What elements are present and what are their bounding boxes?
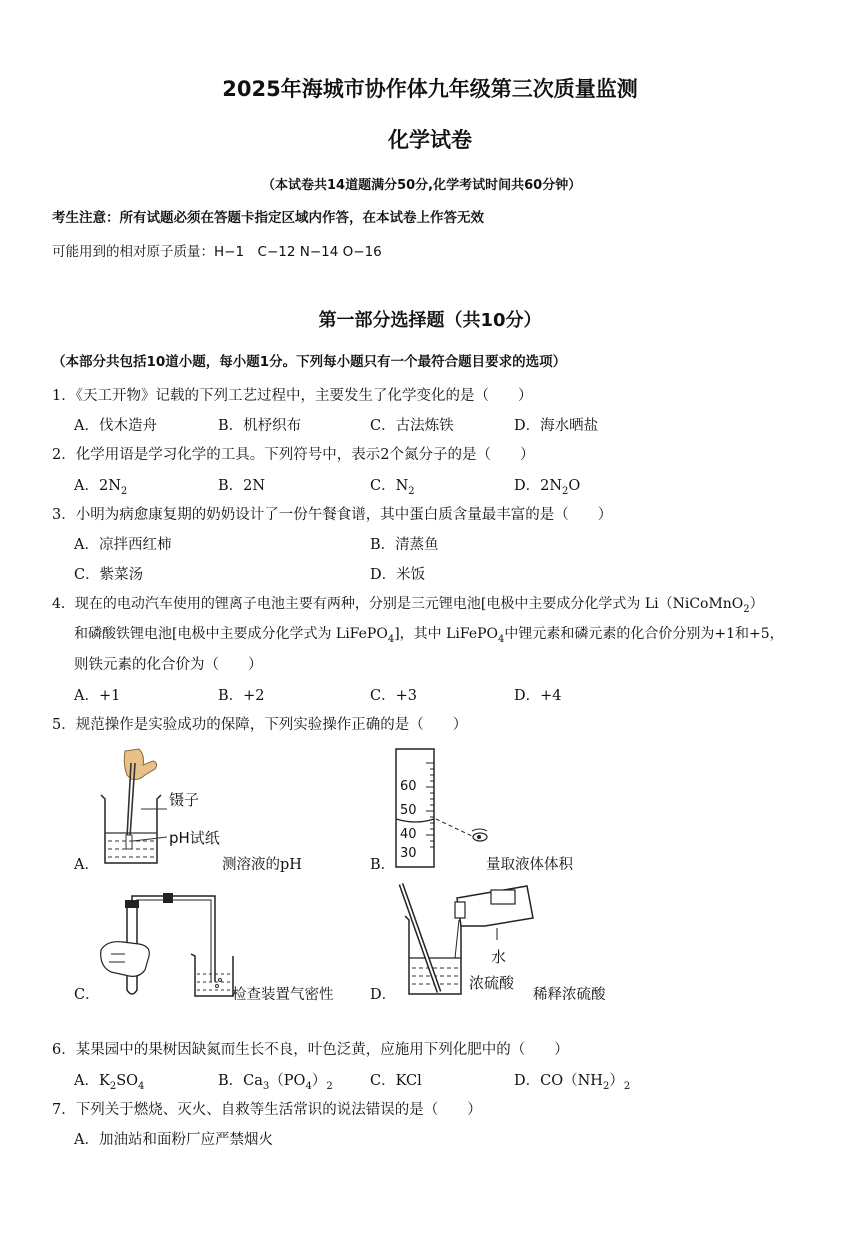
q5-option-b-label: B． (370, 857, 396, 873)
q5-b-tick-30: 30 (400, 846, 417, 861)
exam-info: （本试卷共14道题满分50分,化学考试时间共60分钟） (262, 178, 582, 193)
q1-option-b: B．机杼织布 (218, 418, 302, 434)
q6-option-c: C．KCl (370, 1073, 422, 1089)
q6-option-a: A．$K_2SO_4$ (74, 1073, 145, 1092)
q5-option-c-figure (95, 892, 235, 1004)
q5-b-tick-50: 50 (400, 803, 417, 818)
q3-option-a: A．凉拌西红柿 (74, 537, 172, 553)
q4-stem-line1: 4．现在的电动汽车使用的锂离子电池主要有两种，分别是三元锂电池[电极中主要成分化学式为 Li（NiCoMnO$_2$） (52, 596, 764, 615)
q5-option-d-label: D． (370, 987, 397, 1003)
q5-option-d-figure (395, 880, 545, 1002)
q5-option-b-caption: 量取液体体积 (486, 857, 573, 873)
part1-title: 第一部分选择题（共10分） (318, 310, 542, 331)
q1-option-d: D．海水晒盐 (514, 418, 599, 434)
exam-subtitle: 化学试卷 (388, 128, 472, 152)
exam-title: 2025年海城市协作体九年级第三次质量监测 (222, 77, 638, 101)
q4-option-b: B．+2 (218, 688, 265, 704)
q5-a-tweezers-label: 镊子 (169, 791, 200, 809)
q5-option-a-caption: 测溶液的pH (222, 857, 302, 873)
q4-stem-line3: 则铁元素的化合价为（ ） (74, 657, 263, 673)
q2-option-b: B．2N (218, 478, 266, 494)
q1-stem: 1．《天工开物》记载的下列工艺过程中，主要发生了化学变化的是（ ） (52, 388, 533, 404)
q5-option-a-label: A． (74, 857, 99, 873)
q4-option-c: C．+3 (370, 688, 417, 704)
q5-d-acid-label: 浓硫酸 (469, 974, 515, 992)
q5-option-b-figure (392, 745, 502, 870)
q3-option-b: B．清蒸鱼 (370, 537, 439, 553)
q5-b-tick-60: 60 (400, 779, 417, 794)
q5-option-a-figure (95, 745, 245, 870)
q6-stem: 6．某果园中的果树因缺氮而生长不良，叶色泛黄，应施用下列化肥中的（ ） (52, 1042, 569, 1058)
exam-notice: 考生注意：所有试题必须在答题卡指定区域内作答，在本试卷上作答无效 (52, 210, 484, 226)
q2-option-d: D．$2N_2O$ (514, 478, 581, 497)
q1-option-a: A．伐木造舟 (74, 418, 157, 434)
q5-d-water-label: 水 (491, 948, 507, 966)
q3-stem: 3．小明为病愈康复期的奶奶设计了一份午餐食谱，其中蛋白质含量最丰富的是（ ） (52, 507, 613, 523)
q1-option-c: C．古法炼铁 (370, 418, 454, 434)
part1-desc: （本部分共包括10道小题，每小题1分。下列每小题只有一个最符合题目要求的选项） (52, 354, 567, 370)
q2-option-c: C．$N_2$ (370, 478, 415, 497)
q3-option-c: C．紫菜汤 (74, 567, 144, 583)
q3-option-d: D．米饭 (370, 567, 426, 583)
q4-stem-line2: 和磷酸铁锂电池[电极中主要成分化学式为 LiFePO$_4$]，其中 LiFePO$_4$中锂元素和磷元素的化合价分别为+1和+5， (74, 626, 784, 645)
q2-stem: 2．化学用语是学习化学的工具。下列符号中，表示2个氮分子的是（ ） (52, 447, 535, 463)
q5-option-c-caption: 检查装置气密性 (232, 987, 334, 1003)
q6-option-d: D．$CO(NH_2)_2$ (514, 1073, 631, 1092)
q2-option-a: A．$2N_2$ (74, 478, 128, 497)
q7-stem: 7．下列关于燃烧、灭火、自救等生活常识的说法错误的是（ ） (52, 1102, 482, 1118)
atomic-mass: 可能用到的相对原子质量：H−1 C−12 N−14 O−16 (52, 244, 382, 260)
q5-b-tick-40: 40 (400, 827, 417, 842)
q6-option-b: B．$Ca_3(PO_4)_2$ (218, 1073, 333, 1092)
q5-option-d-caption: 稀释浓硫酸 (533, 987, 606, 1003)
q5-a-ph-paper-label: pH试纸 (169, 829, 220, 847)
q4-option-d: D．+4 (514, 688, 562, 704)
q5-stem: 5．规范操作是实验成功的保障，下列实验操作正确的是（ ） (52, 717, 468, 733)
q4-option-a: A．+1 (74, 688, 121, 704)
q5-option-c-label: C． (74, 987, 100, 1003)
q7-option-a: A．加油站和面粉厂应严禁烟火 (74, 1132, 273, 1148)
